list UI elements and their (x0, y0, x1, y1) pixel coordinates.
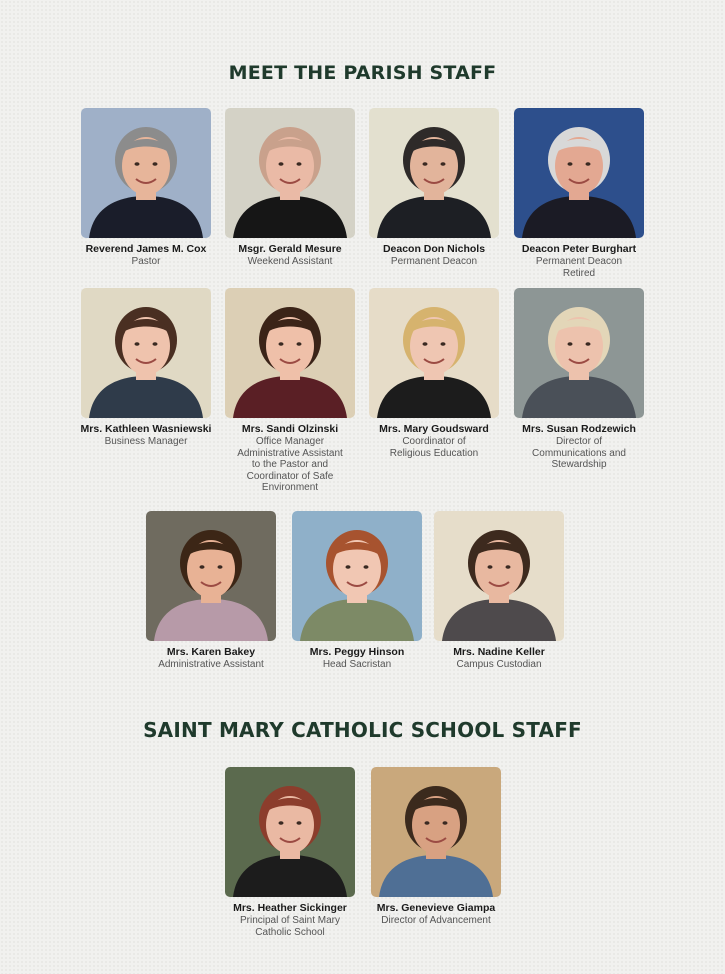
staff-card (81, 108, 211, 268)
staff-photo (369, 288, 499, 418)
staff-photo (225, 288, 355, 418)
staff-role: Permanent Deacon Retired (535, 256, 623, 279)
staff-card (434, 511, 564, 671)
staff-card (225, 767, 355, 938)
staff-name: Mrs. Susan Rodzewich (522, 423, 636, 435)
staff-role: Permanent Deacon (390, 256, 478, 267)
staff-name: Reverend James M. Cox (85, 243, 207, 255)
staff-role: Pastor (131, 256, 161, 267)
staff-photo (371, 767, 501, 897)
staff-card (369, 108, 499, 268)
staff-role: Director of Communications and Stewardship (532, 436, 626, 470)
staff-name: Mrs. Heather Sickinger (233, 902, 347, 914)
staff-name: Mrs. Karen Bakey (166, 646, 256, 658)
staff-photo (81, 288, 211, 418)
staff-name: Deacon Don Nichols (382, 243, 486, 255)
staff-role: Head Sacristan (322, 659, 392, 670)
staff-name: Mrs. Mary Goudsward (379, 423, 489, 435)
staff-role: Principal of Saint Mary Catholic School (239, 915, 341, 938)
staff-role: Director of Advancement (381, 915, 491, 926)
staff-photo (81, 108, 211, 238)
staff-name: Deacon Peter Burghart (521, 243, 637, 255)
staff-card (225, 288, 355, 494)
staff-card (514, 288, 644, 471)
staff-name: Mrs. Kathleen Wasniewski (80, 423, 212, 435)
staff-name: Msgr. Gerald Mesure (238, 243, 342, 255)
staff-name: Mrs. Sandi Olzinski (241, 423, 339, 435)
staff-role: Office Manager Administrative Assistant to the Pastor and Coordinator of Safe Environment (237, 436, 343, 493)
staff-card (514, 108, 644, 279)
staff-name: Mrs. Nadine Keller (453, 646, 545, 658)
staff-card (146, 511, 276, 671)
staff-role: Weekend Assistant (247, 256, 333, 267)
staff-card (369, 288, 499, 459)
staff-photo (225, 767, 355, 897)
staff-photo (146, 511, 276, 641)
staff-role: Campus Custodian (456, 659, 542, 670)
staff-role: Coordinator of Religious Education (389, 436, 479, 459)
staff-card (371, 767, 501, 927)
staff-card (81, 288, 211, 448)
staff-photo (225, 108, 355, 238)
staff-role: Administrative Assistant (158, 659, 264, 670)
staff-role: Business Manager (104, 436, 188, 447)
staff-photo (292, 511, 422, 641)
staff-card (225, 108, 355, 268)
staff-card (292, 511, 422, 671)
staff-photo (434, 511, 564, 641)
staff-name: Mrs. Genevieve Giampa (376, 902, 496, 914)
school-staff-heading: SAINT MARY CATHOLIC SCHOOL STAFF (143, 718, 582, 742)
parish-staff-heading: MEET THE PARISH STAFF (228, 62, 497, 84)
staff-photo (369, 108, 499, 238)
staff-name: Mrs. Peggy Hinson (309, 646, 405, 658)
staff-photo (514, 288, 644, 418)
staff-photo (514, 108, 644, 238)
